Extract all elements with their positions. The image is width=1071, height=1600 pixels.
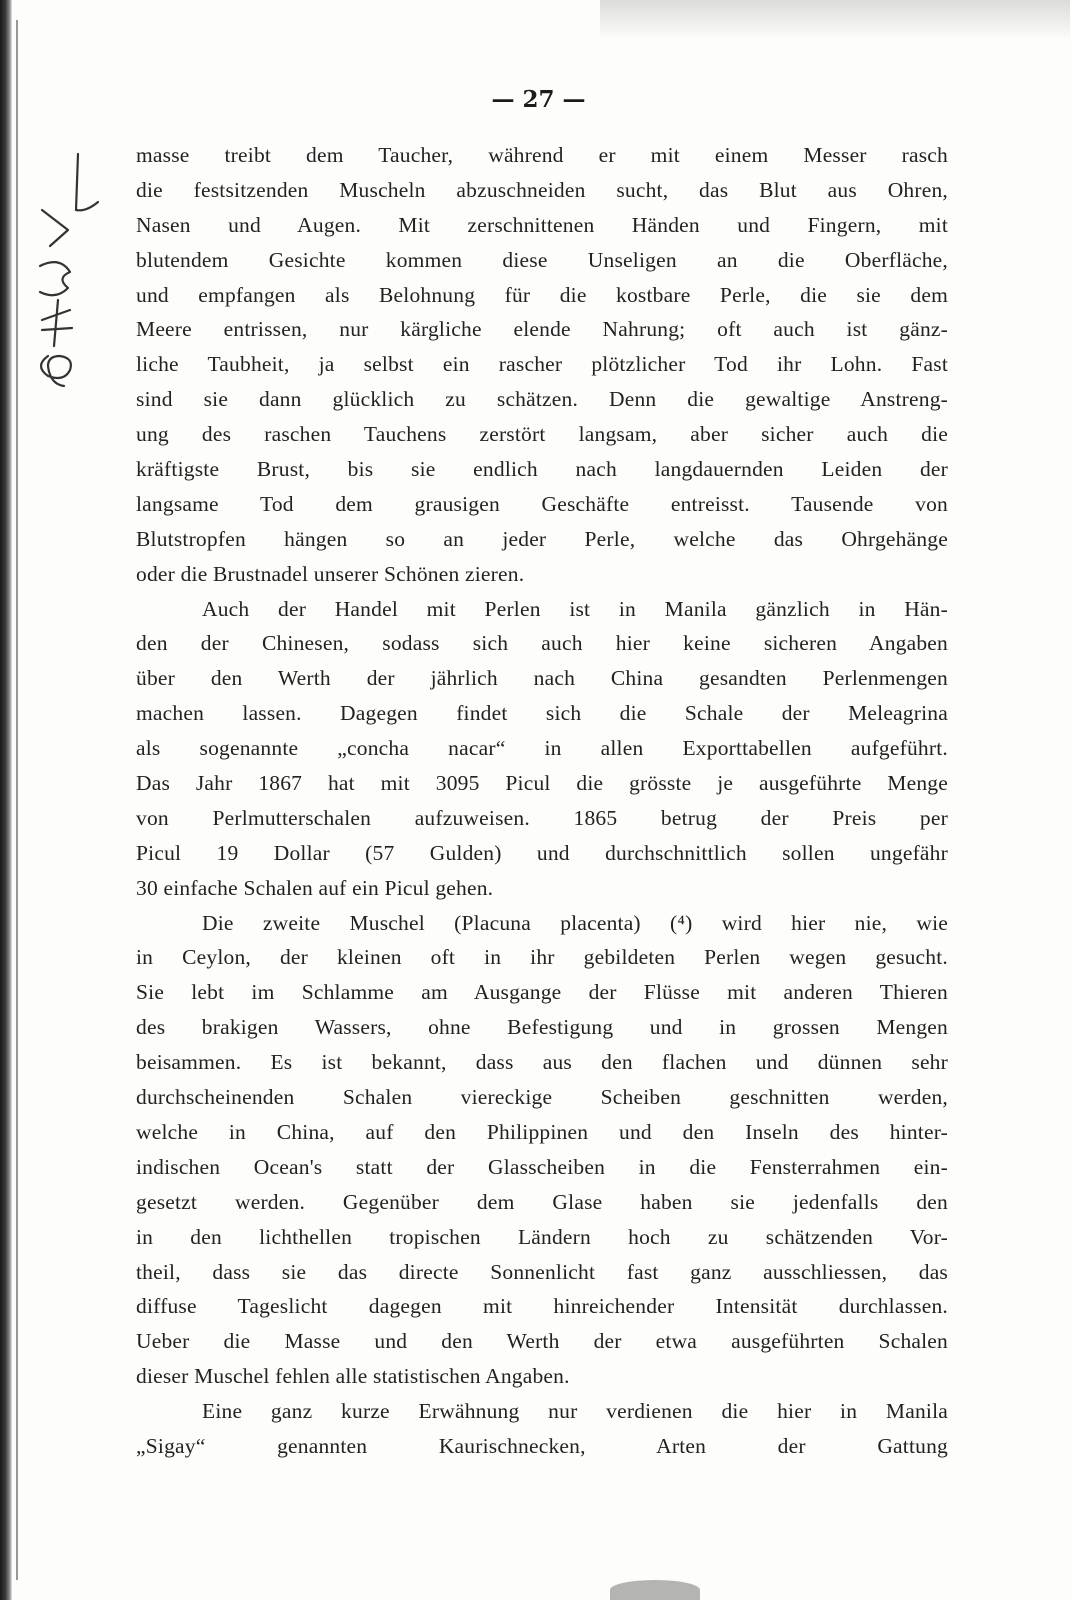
text-line: den der Chinesen, sodass sich auch hier keine sicheren Angaben (136, 631, 948, 656)
text-line: langsame Tod dem grausigen Geschäfte entreisst. Tausende von (136, 491, 948, 516)
text-line: diffuse Tageslicht dagegen mit hinreichender Intensität durchlassen. (136, 1294, 948, 1319)
text-line: „Sigay“ genannten Kaurischnecken, Arten der Gattung (136, 1433, 948, 1458)
text-line: Auch der Handel mit Perlen ist in Manila gänzlich in Hän- (202, 596, 948, 621)
text-line: 30 einfache Schalen auf ein Picul gehen. (136, 875, 494, 900)
text-line: kräftigste Brust, bis sie endlich nach langdauernden Leiden der (136, 457, 948, 482)
text-line: als sogenannte „concha nacar“ in allen Exporttabellen aufgeführt. (136, 736, 948, 761)
text-line: die festsitzenden Muscheln abzuschneiden sucht, das Blut aus Ohren, (136, 177, 948, 202)
body-text (136, 138, 948, 1464)
text-line: dieser Muschel fehlen alle statistischen Angaben. (136, 1364, 570, 1389)
text-line: Picul 19 Dollar (57 Gulden) und durchschnittlich sollen ungefähr (136, 840, 948, 865)
text-line: in Ceylon, der kleinen oft in ihr gebildeten Perlen wegen gesucht. (136, 945, 948, 970)
text-line: welche in China, auf den Philippinen und den Inseln des hinter- (136, 1119, 948, 1144)
text-line: Die zweite Muschel (Placuna placenta) (⁴) wird hier nie, wie (202, 910, 948, 935)
text-line: ung des raschen Tauchens zerstört langsam, aber sicher auch die (136, 422, 948, 447)
text-line: über den Werth der jährlich nach China gesandten Perlenmengen (136, 666, 948, 691)
text-line: Nasen und Augen. Mit zerschnittenen Händen und Fingern, mit (136, 212, 948, 237)
text-line: Blutstropfen hängen so an jeder Perle, welche das Ohrgehänge (136, 526, 948, 551)
text-line: oder die Brustnadel unserer Schönen zieren. (136, 561, 525, 586)
text-line: masse treibt dem Taucher, während er mit einem Messer rasch (136, 143, 948, 167)
binding-shadow-line (16, 20, 18, 1580)
text-line: liche Taubheit, ja selbst ein rascher plötzlicher Tod ihr Lohn. Fast (136, 352, 948, 377)
text-line: Eine ganz kurze Erwähnung nur verdienen die hier in Manila (202, 1399, 948, 1424)
text-line: indischen Ocean's statt der Glasscheiben in die Fensterrahmen ein- (136, 1154, 948, 1179)
text-line: theil, dass sie das directe Sonnenlicht fast ganz ausschliessen, das (136, 1259, 948, 1284)
top-scan-smudge (600, 0, 1070, 40)
text-line: sind sie dann glücklich zu schätzen. Denn die gewaltige Anstreng- (136, 387, 948, 412)
text-line: blutendem Gesichte kommen diese Unseligen an die Oberfläche, (136, 247, 948, 272)
handwritten-shelfmark (20, 150, 100, 390)
text-line: Meere entrissen, nur kärgliche elende Nahrung; oft auch ist gänz- (136, 317, 948, 342)
text-line: beisammen. Es ist bekannt, dass aus den flachen und dünnen sehr (136, 1050, 948, 1075)
text-line: und empfangen als Belohnung für die kostbare Perle, die sie dem (136, 282, 948, 307)
text-line: Ueber die Masse und den Werth der etwa ausgeführten Schalen (136, 1329, 948, 1354)
text-line: in den lichthellen tropischen Ländern hoch zu schätzenden Vor- (136, 1224, 948, 1249)
binding-edge (0, 0, 12, 1600)
bottom-scan-smudge (610, 1580, 700, 1600)
text-line: Sie lebt im Schlamme am Ausgange der Flüsse mit anderen Thieren (136, 980, 948, 1005)
text-line: des brakigen Wassers, ohne Befestigung und in grossen Mengen (136, 1015, 948, 1040)
text-line: gesetzt werden. Gegenüber dem Glase haben sie jedenfalls den (136, 1189, 948, 1214)
text-line: von Perlmutterschalen aufzuweisen. 1865 betrug der Preis per (136, 805, 948, 830)
text-line: durchscheinenden Schalen viereckige Scheiben geschnitten werden, (136, 1085, 948, 1110)
text-line: Das Jahr 1867 hat mit 3095 Picul die grösste je ausgeführte Menge (136, 771, 948, 796)
text-line: machen lassen. Dagegen findet sich die Schale der Meleagrina (136, 701, 948, 726)
page-number: — 27 — (491, 86, 586, 113)
